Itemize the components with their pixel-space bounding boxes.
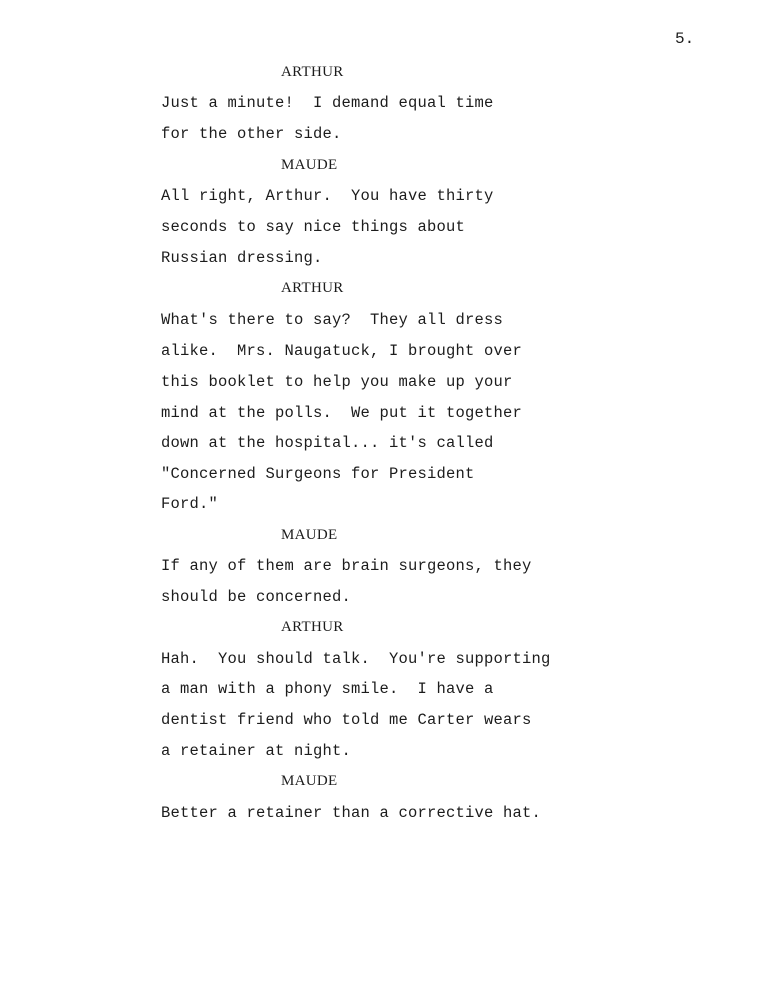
dialogue-line: All right, Arthur. You have thirty xyxy=(161,187,494,205)
page-number: 5. xyxy=(675,30,695,48)
dialogue-line: Russian dressing. xyxy=(161,249,323,267)
dialogue-line: mind at the polls. We put it together xyxy=(161,404,523,422)
dialogue-line: "Concerned Surgeons for President xyxy=(161,465,475,483)
character-name: MAUDE xyxy=(281,527,338,543)
dialogue-line: a retainer at night. xyxy=(161,742,352,760)
character-name: ARTHUR xyxy=(281,619,344,635)
dialogue-line: Better a retainer than a corrective hat. xyxy=(161,804,542,822)
dialogue-line: Just a minute! I demand equal time xyxy=(161,94,494,112)
dialogue-line: this booklet to help you make up your xyxy=(161,373,513,391)
dialogue-line: seconds to say nice things about xyxy=(161,218,466,236)
dialogue-line: dentist friend who told me Carter wears xyxy=(161,711,532,729)
character-name: ARTHUR xyxy=(281,64,344,80)
dialogue-line: alike. Mrs. Naugatuck, I brought over xyxy=(161,342,523,360)
character-name: MAUDE xyxy=(281,773,338,789)
character-name: MAUDE xyxy=(281,157,338,173)
character-name: ARTHUR xyxy=(281,280,344,296)
dialogue-line: down at the hospital... it's called xyxy=(161,434,494,452)
dialogue-line: a man with a phony smile. I have a xyxy=(161,680,494,698)
dialogue-line: Hah. You should talk. You're supporting xyxy=(161,650,551,668)
dialogue-line: If any of them are brain surgeons, they xyxy=(161,557,532,575)
dialogue-line: Ford." xyxy=(161,495,219,513)
dialogue-line: for the other side. xyxy=(161,125,342,143)
dialogue-line: should be concerned. xyxy=(161,588,352,606)
dialogue-line: What's there to say? They all dress xyxy=(161,311,504,329)
